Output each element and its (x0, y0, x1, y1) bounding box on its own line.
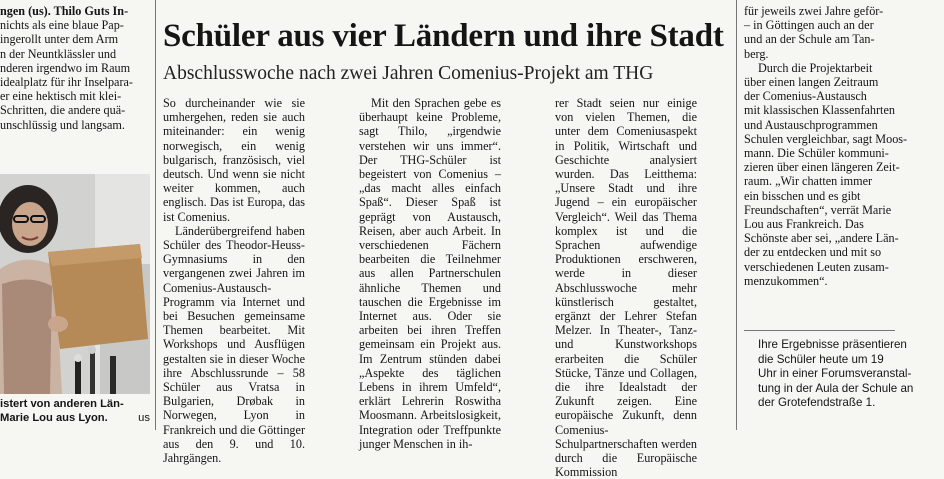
right-line: berg. (744, 46, 769, 61)
left-line: er eine hektisch mit klei- (0, 89, 122, 104)
info-box-rule (744, 330, 895, 331)
headline: Schüler aus vier Ländern und ihre Stadt (163, 18, 724, 54)
article-column-3 (555, 96, 697, 479)
info-box (758, 338, 918, 411)
info-line: Ihre Ergebnisse präsentieren (758, 338, 907, 351)
right-line: Durch die Projektarbeit (758, 60, 873, 75)
left-line: nderen irgendwo im Raum (0, 60, 131, 75)
article-column-2 (359, 96, 501, 451)
right-line: raum. „Wir chatten immer (744, 174, 873, 189)
right-line: mit klassischen Klassenfahrten (744, 103, 895, 118)
info-line: Uhr in einer Forumsveranstal- (758, 367, 912, 380)
paragraph: So durcheinander wie sie umhergehen, reden sie auch miteinander: ein wenig norwegisch, ein wenig bulgarisch, französisch, viel deutsch. Und wenn sie nicht weiter kommen, auch englisch. Das ist Europa, das ist Comenius. (163, 96, 305, 224)
right-line: verschiedenen Leuten zusam- (744, 259, 889, 274)
right-line: Freundschaften“, verrät Marie (744, 202, 892, 217)
right-line: ein bisschen und es gibt (744, 188, 861, 203)
right-line: Lou aus Frankreich. Das (744, 217, 864, 232)
photo-caption (0, 398, 150, 425)
photo-student-with-cardboard-icon (0, 174, 150, 394)
right-column-text (744, 4, 908, 288)
left-line: ingerollt unter dem Arm (0, 32, 119, 47)
caption-line: istert von anderen Län- (0, 398, 124, 410)
info-line: der Grotefendstraße 1. (758, 396, 876, 409)
right-line: zieren über einen längeren Zeit- (744, 160, 900, 175)
right-line: der Comenius-Austausch (744, 89, 867, 104)
left-line: Schritten, die andere quä- (0, 103, 126, 118)
paragraph: rer Stadt seien nur einige von vielen Themen, die unter dem Comeniusaspekt in Politik, Wirtschaft und Geschichte analysiert wurden. Das Leitthema: „Unsere Stadt und ihre Jugend – ein europäischer Vergleich“. Weil das Thema komplex ist und die Sprachen aufwendige Produktionen erschweren, werde in dieser Abschlusswoche mehr künstlerisch gestaltet, ergänzt der Lehrer Stefan Melzer. In Theater-, Tanz- und Kunstworkshops erarbeiten die Schüler Stücke, Tänze und Collagen, die ihre Idealstadt der Zukunft zeigen. Eine europäische Zukunft, denn Comenius-Schulpartnerschaften werden durch die Europäische Kommission (555, 96, 697, 479)
right-line: und Austauschprogrammen (744, 117, 878, 132)
paragraph: Länderübergreifend haben Schüler des Theodor-Heuss-Gymnasiums in den vergangenen zwei Jahren im Comenius-Austausch-Programm via Internet und bei Besuchen gemeinsame Themen bearbeitet. Mit Workshops und Ausflügen gestalten sie in dieser Woche ihre Abschlussrunde – 58 Schüler aus Vratsa in Bulgarien, Drøbak in Norwegen, Lyon in Frankreich und die Göttinger aus den 9. und 10. Jahrgängen. (163, 223, 305, 466)
left-line: unschlüssig und langsam. (0, 117, 125, 132)
right-line: und an der Schule am Tan- (744, 32, 875, 47)
left-line: idealplatz für ihr Inselpara- (0, 75, 133, 90)
column-divider (155, 0, 156, 430)
right-line: menzukommen“. (744, 273, 828, 288)
caption-line-2 (0, 412, 150, 426)
caption-credit: us (138, 411, 150, 424)
article-column-1 (163, 96, 305, 465)
right-line: der zu entdecken und mit so (744, 245, 882, 260)
column-divider (736, 0, 737, 430)
right-line: für jeweils zwei Jahre geför- (744, 4, 884, 18)
left-column-text (0, 4, 150, 132)
right-line: Schönste aber sei, „andere Län- (744, 231, 899, 246)
right-line: über einen langen Zeitraum (744, 75, 879, 90)
right-line: – in Göttingen auch an der (744, 18, 874, 33)
caption-text: Marie Lou aus Lyon. (0, 411, 108, 424)
subheadline: Abschlusswoche nach zwei Jahren Comenius-Projekt am THG (163, 63, 654, 84)
left-line: n der Neuntklässler und (0, 46, 117, 61)
paragraph: Mit den Sprachen gebe es überhaupt keine Probleme, sagt Thilo, „irgendwie verstehen wir uns immer“. Der THG-Schüler ist begeistert von Comenius – „das macht alles einfach Spaß“. Dieser Spaß ist geprägt von Austausch, Reisen, aber auch Arbeit. In verschiedenen Fächern bearbeiten die Teilnehmer aus allen Partnerschulen ähnliche Themen und tauschen die Ergebnisse im Internet aus. Oder sie arbeiten bei ihren Treffen gemeinsam ein Projekt aus. Im Zentrum stünden dabei „Aspekte des täglichen Lebens in ihrem Umfeld“, erklärt Lehrerin Roswitha Moosmann. Arbeitslosigkeit, Integration oder Treffpunkte junger Menschen in ih- (359, 96, 501, 451)
info-line: die Schüler heute um 19 (758, 352, 884, 366)
right-line: Schulen vergleichbar, sagt Moos- (744, 131, 908, 146)
info-line: tung in der Aula der Schule an (758, 381, 914, 395)
left-line: ngen (us). Thilo Guts In- (0, 4, 129, 18)
news-photo (0, 174, 150, 394)
left-line: nichts als eine blaue Pap- (0, 18, 124, 33)
right-line: mann. Die Schüler kommuni- (744, 146, 889, 161)
